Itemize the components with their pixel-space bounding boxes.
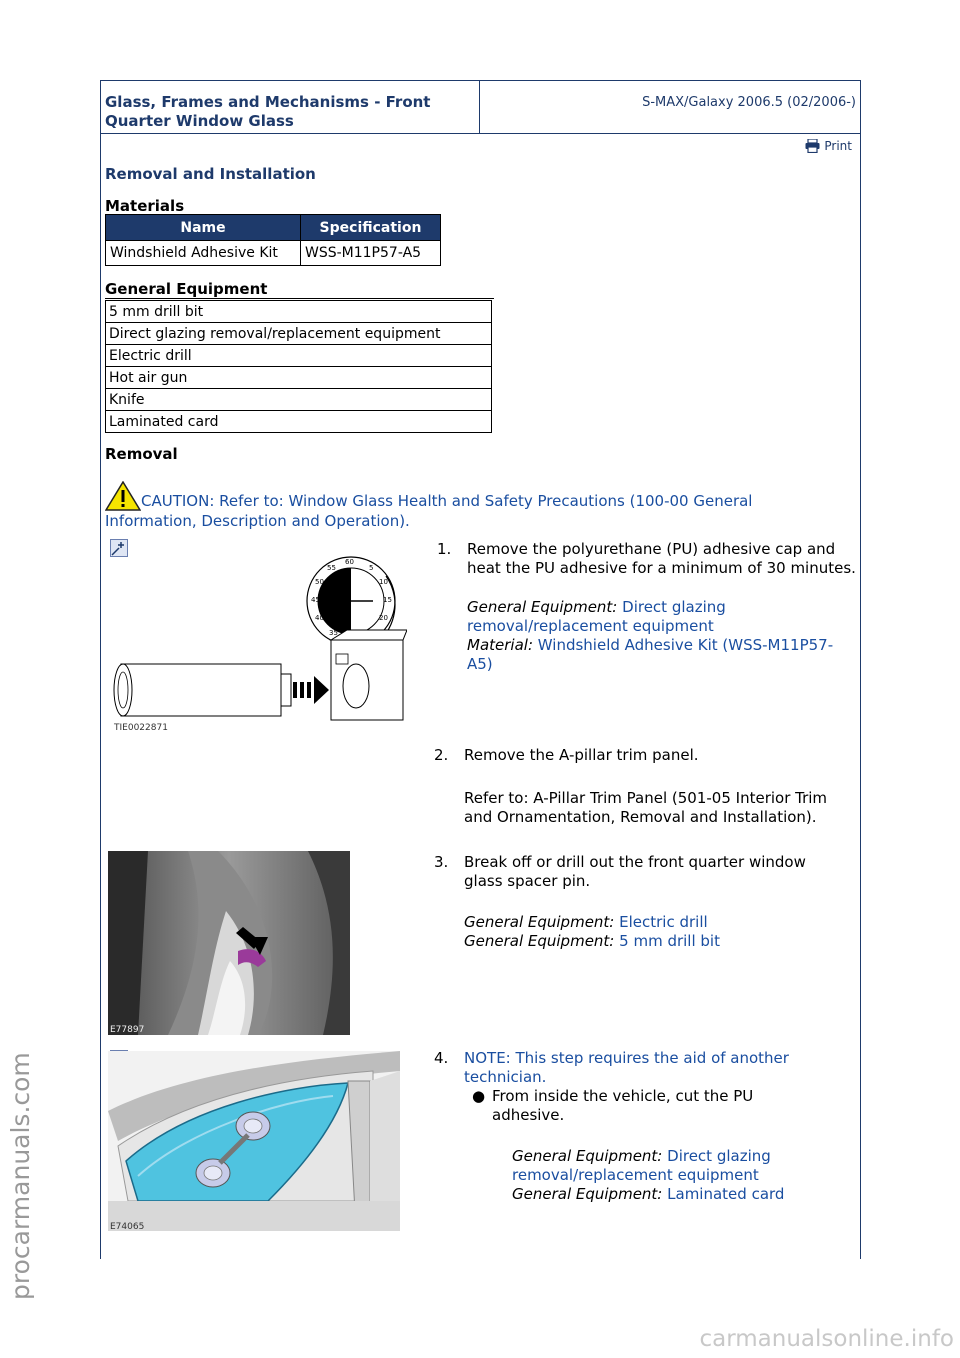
materials-cell-spec: WSS-M11P57-A5 [301,241,441,266]
document-frame [100,80,861,1259]
equipment-link[interactable]: Direct glazing removal/replacement equipment [467,598,726,635]
timer-tick-label: 5 [369,564,374,572]
timer-tick-label: 15 [383,596,392,604]
material-label: Material: [467,636,533,654]
figure-cut-adhesive [108,1051,400,1231]
warning-icon [105,481,141,511]
watermark-carmanualsonline: carmanualsonline.info [699,1326,954,1352]
print-label: Print [824,139,852,153]
timer-tick-label: 20 [379,614,388,622]
watermark-procarmanuals: procarmanuals.com [6,1052,35,1300]
caution-text: CAUTION: Refer to: Window Glass Health and Safety Precautions (100-00 General Information, Description and Operation). [105,492,753,530]
table-row [106,389,492,411]
equipment-label: General Equipment: [464,932,615,950]
removal-heading: Removal [105,445,178,463]
step-3-text: Break off or drill out the front quarter window glass spacer pin. [464,853,806,890]
timer-tick-label: 45 [311,596,320,604]
step-number: 3. [434,853,449,871]
section-title: Removal and Installation [105,165,316,183]
table-row [106,367,492,389]
table-row [106,241,441,266]
timer-tick-label: 35 [329,629,338,637]
step-1-text: Remove the polyurethane (PU) adhesive cap and heat the PU adhesive for a minimum of 30 minutes. [467,540,856,577]
timer-tick-label: 40 [315,614,324,622]
equipment-item: 5 mm drill bit [106,301,492,323]
model-info: S-MAX/Galaxy 2006.5 (02/2006-) [642,95,856,110]
materials-col-name: Name [106,215,301,241]
equipment-label: General Equipment: [512,1185,663,1203]
bullet-icon: ● [472,1087,486,1105]
timer-tick-label: 10 [379,578,388,586]
materials-heading: Materials [105,197,185,215]
print-button[interactable] [805,139,852,153]
equipment-link[interactable]: Electric drill [619,913,708,931]
equipment-item: Knife [106,389,492,411]
equipment-heading: General Equipment [105,280,268,298]
caution-notice[interactable] [105,481,845,531]
equipment-table [105,300,492,433]
table-row [106,301,492,323]
equipment-label: General Equipment: [512,1147,663,1165]
materials-col-spec: Specification [301,215,441,241]
table-row [106,345,492,367]
figure-spacer-pin [108,851,350,1035]
step-number: 1. [437,540,452,558]
figure-timer-heat-gun [111,546,407,736]
step-number: 2. [434,746,449,764]
equipment-item: Electric drill [106,345,492,367]
timer-tick-label: 50 [315,578,324,586]
header-divider [479,81,480,133]
material-link[interactable]: Windshield Adhesive Kit (WSS-M11P57-A5) [467,636,834,673]
equipment-item: Direct glazing removal/replacement equipment [106,323,492,345]
step-2-reference[interactable]: Refer to: A-Pillar Trim Panel (501-05 Interior Trim and Ornamentation, Removal and Installation). [464,789,828,826]
equipment-rule [105,298,494,299]
page-header-title: Glass, Frames and Mechanisms - Front Quarter Window Glass [105,93,431,130]
printer-icon [805,139,820,153]
equipment-link[interactable]: Direct glazing removal/replacement equipment [512,1147,771,1184]
materials-cell-name: Windshield Adhesive Kit [106,241,301,266]
table-row [106,323,492,345]
figure-label: E77897 [110,1025,145,1035]
equipment-label: General Equipment: [464,913,615,931]
materials-table [105,214,441,266]
figure-label: TIE0022871 [114,723,168,733]
step-4-bullet-text: From inside the vehicle, cut the PU adhesive. [492,1087,754,1124]
step-4-note: NOTE: This step requires the aid of another technician. [464,1049,789,1086]
timer-tick-label: 55 [327,564,336,572]
figure-label: E74065 [110,1222,145,1232]
equipment-item: Hot air gun [106,367,492,389]
table-row [106,411,492,433]
step-4-bullet [472,1087,782,1125]
step-number: 4. [434,1049,449,1067]
equipment-link[interactable]: 5 mm drill bit [619,932,720,950]
timer-tick-label: 60 [345,558,354,566]
step-2-text: Remove the A-pillar trim panel. [464,746,699,764]
equipment-item: Laminated card [106,411,492,433]
page-header [101,81,860,134]
equipment-link[interactable]: Laminated card [667,1185,785,1203]
equipment-label: General Equipment: [467,598,618,616]
